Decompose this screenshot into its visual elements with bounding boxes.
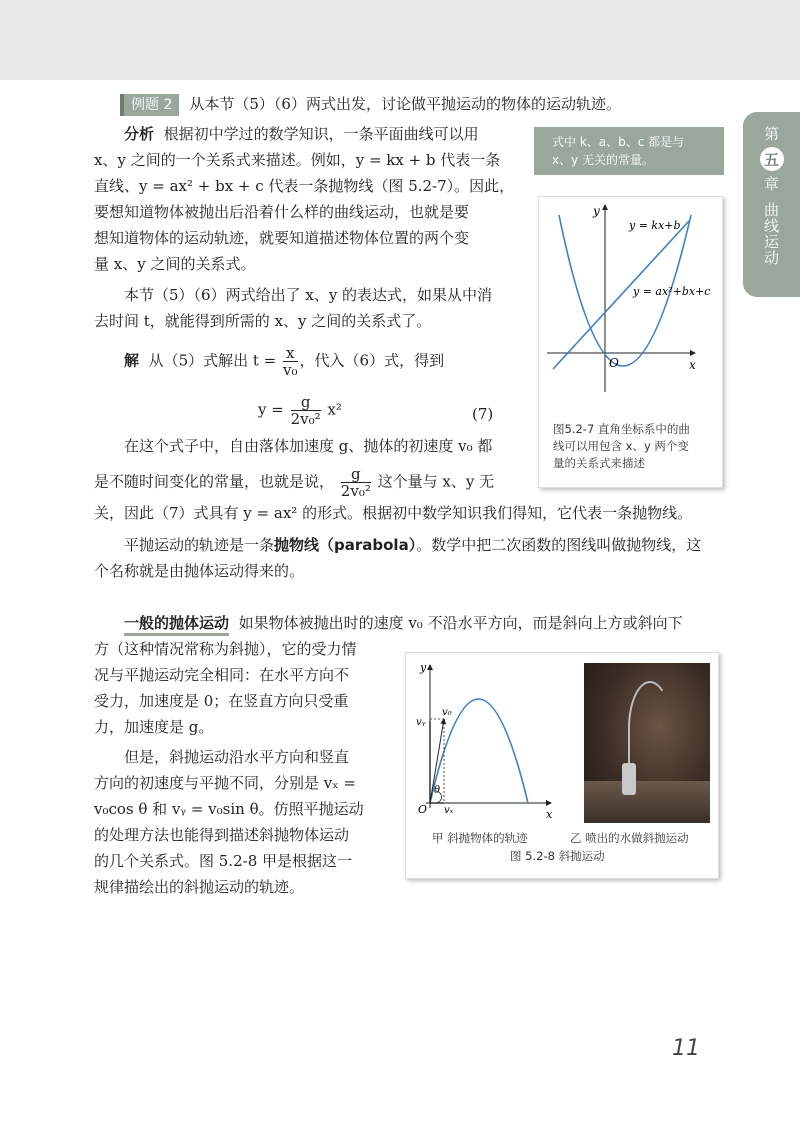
general-p2-line-4: 的几个关系式。图 5.2-8 甲是根据这一 — [94, 852, 353, 870]
analysis-line-4: 想知道物体的运动轨迹，就要知道描述物体位置的两个变 — [94, 229, 470, 247]
theta-label: θ — [434, 785, 441, 796]
chapter-title: 曲线运动 — [762, 202, 780, 266]
oblique-projectile-graph — [406, 653, 576, 823]
origin-label: O — [609, 356, 619, 370]
figure-5-2-7 — [538, 196, 723, 488]
analysis-line-3: 要想知道物体被抛出后沿着什么样的曲线运动，也就是要 — [94, 203, 470, 221]
top-band — [0, 0, 800, 80]
water-fountain-photo — [584, 663, 710, 823]
general-line-3: 况与平抛运动完全相同：在水平方向不 — [94, 666, 350, 684]
x-axis-label: x — [689, 358, 696, 372]
solution-line-1: 解 从（5）式解出 t = $\frac{x}{\text{v₀}}$ ，代入（6）式，得到 — [124, 344, 445, 379]
general-tag: 一般的抛体运动 — [124, 614, 229, 636]
analysis-line-1: x、y 之间的一个关系式来描述。例如，y = kx + b 代表一条 — [94, 151, 501, 169]
fountain-base — [584, 781, 710, 823]
figure-5-2-7-caption: 图5.2-7 直角坐标系中的曲 线可以用包含 x、y 两个变 量的关系式来描述 — [553, 422, 690, 470]
chapter-label-top: 第 — [763, 125, 779, 143]
general-line-2: 方（这种情况常称为斜抛），它的受力情 — [94, 640, 357, 658]
analysis-p2-line-0: 本节（5）（6）两式给出了 x、y 的表达式，如果从中消 — [124, 286, 493, 304]
general-p2-line-1: 方向的初速度与平抛不同，分别是 vₓ = — [94, 774, 356, 792]
parabola-para-line-1: 平抛运动的轨迹是一条抛物线（parabola）。数学中把二次函数的图线叫做抛物线，这 — [124, 536, 702, 554]
analysis-p2-line-1: 去时间 t，就能得到所需的 x、y 之间的关系式了。 — [94, 312, 432, 330]
equation-number: (7) — [472, 405, 494, 423]
general-line-5: 力，加速度是 g。 — [94, 718, 214, 736]
parabola-label: y = ax²+bx+c — [633, 285, 711, 298]
chapter-label-bottom: 章 — [763, 175, 779, 193]
analysis-line-2: 直线、y = ax² + bx + c 代表一条抛物线（图 5.2-7）。因此， — [94, 177, 515, 195]
chapter-number: 五 — [760, 147, 784, 171]
water-arc — [628, 681, 672, 775]
side-note: 式中 k、a、b、c 都是与 x、y 无关的常量。 — [534, 127, 724, 175]
example-heading — [120, 91, 621, 117]
fraction-x-over-v0: $\frac{x}{\text{v₀}}$ — [283, 344, 298, 379]
parabola-term: 抛物线（parabola） — [274, 536, 417, 554]
general-p2-line-3: 的处理方法也能得到描述斜抛物体运动 — [94, 826, 350, 844]
solution-label: 解 — [124, 351, 140, 370]
solution-p3: 关，因此（7）式具有 y = ax² 的形式。根据初中数学知识我们得知，它代表一条抛物线。 — [94, 504, 693, 522]
equation-7: y = $\frac{g}{\text{2v₀²}}$ x² — [258, 393, 342, 428]
analysis-line-0: 分析 根据初中学过的数学知识，一条平面曲线可以用 — [124, 125, 479, 143]
vy-label: vᵧ — [416, 717, 426, 728]
chapter-tab — [743, 112, 800, 297]
analysis-label: 分析 — [124, 125, 155, 143]
general-p2-line-0: 但是，斜抛运动沿水平方向和竖直 — [124, 748, 350, 766]
figure-5-2-8 — [405, 652, 719, 879]
caption-a: 甲 斜抛物体的轨迹 — [432, 831, 528, 845]
v0-label: v₀ — [442, 707, 452, 718]
example-tag: 例题 2 — [120, 94, 179, 116]
general-p2-line-2: v₀cos θ 和 vᵧ = v₀sin θ。仿照平抛运动 — [94, 800, 364, 818]
general-line-1: 一般的抛体运动 如果物体被抛出时的速度 v₀ 不沿水平方向，而是斜向上方或斜向下 — [124, 610, 683, 636]
vx-label: vₓ — [444, 805, 454, 816]
solution-p2: 是不随时间变化的常量，也就是说， $\frac{g}{\text{2v₀²}}$ 这个量与 x、y 无 — [94, 465, 495, 500]
fountain-tap — [622, 763, 636, 795]
analysis-line-5: 量 x、y 之间的关系式。 — [94, 255, 256, 273]
parabola-para-line-2: 个名称就是由抛体运动得来的。 — [94, 562, 305, 580]
line-label: y = kx+b — [629, 219, 681, 232]
general-line-4: 受力，加速度是 0；在竖直方向只受重 — [94, 692, 349, 710]
general-p2-line-5: 规律描绘出的斜抛运动的轨迹。 — [94, 878, 305, 896]
y-axis-label: y — [593, 204, 600, 218]
caption-b: 乙 喷出的水做斜抛运动 — [570, 831, 689, 845]
fraction-g-over-2v0sq: $\frac{g}{\text{2v₀²}}$ — [290, 393, 321, 428]
figure-5-2-8-caption: 图 5.2-8 斜抛运动 — [510, 849, 605, 863]
fraction-inline: $\frac{g}{\text{2v₀²}}$ — [340, 465, 371, 500]
origin-label: O — [418, 803, 428, 816]
y-axis-label: y — [420, 661, 427, 674]
x-axis-label: x — [546, 808, 553, 821]
example-question: 从本节（5）（6）两式出发，讨论做平抛运动的物体的运动轨迹。 — [189, 95, 621, 113]
solution-p1: 在这个式子中，自由落体加速度 g、抛体的初速度 v₀ 都 — [124, 437, 493, 455]
figure-5-2-7-graph — [539, 197, 722, 407]
page-number: 11 — [672, 1036, 700, 1061]
